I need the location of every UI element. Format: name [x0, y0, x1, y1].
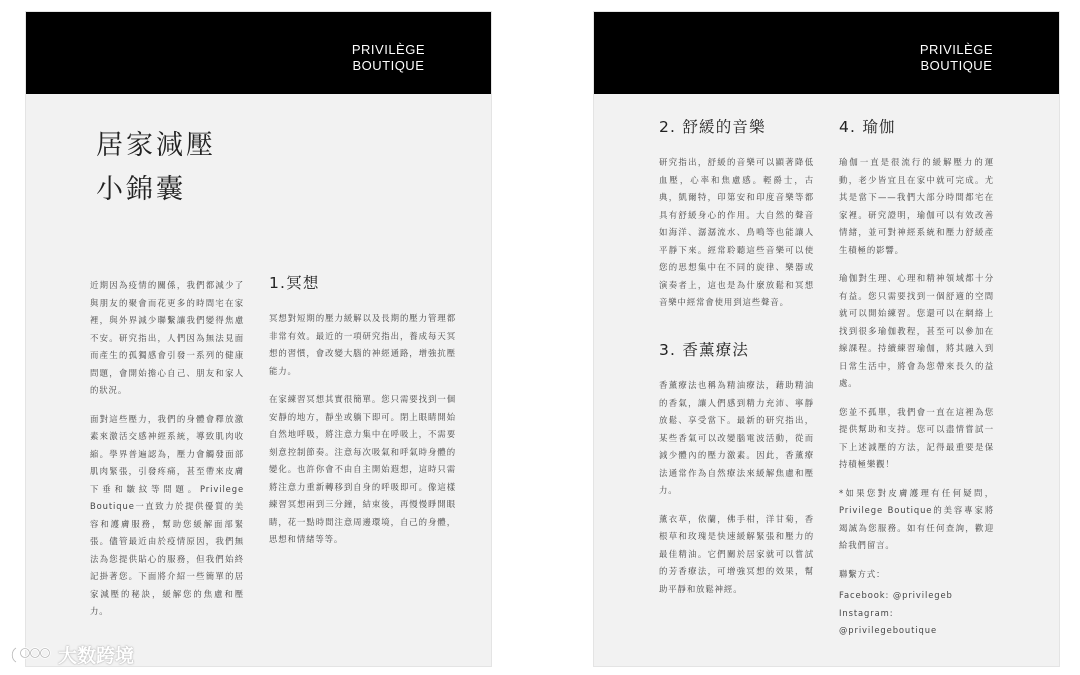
brand-line-1: PRIVILÈGE [919, 42, 993, 57]
facebook-handle: Facebook: @privilegeb [839, 590, 953, 600]
section-yoga [839, 116, 994, 640]
brochure-page-left [26, 12, 491, 666]
section-music [659, 116, 814, 323]
section-title-aromatherapy: 3. 香薰療法 [659, 341, 750, 359]
watermark-logo-icon [8, 643, 52, 667]
watermark-text: 大数跨境 [58, 645, 135, 667]
brand-line-2: BOUTIQUE [352, 58, 425, 73]
section-title-music: 2. 舒緩的音樂 [659, 118, 766, 136]
section-paragraph: 香薰療法也稱為精油療法，藉助精油的香氣，讓人們感到精力充沛、寧靜放鬆、享受當下。最新的研究指出，某些香氣可以改變腦電波活動，從而減少體內的壓力激素。因此，香薰療法通常作為自然療法來緩解焦慮和壓力。 [659, 380, 814, 495]
section-paragraph: 研究指出，舒緩的音樂可以顯著降低血壓，心率和焦慮感。輕爵士，古典，凱爾特，印第安和印度音樂等都具有舒緩身心的作用。大自然的聲音如海洋、潺潺流水、鳥鳴等也能讓人平靜下來。經常聆聽這些音樂可以使您的思想集中在不同的旋律、樂器或演奏者上，這也是為什麼放鬆和冥想音樂中經常會使用到這些聲音。 [659, 157, 814, 307]
page-header-bar [594, 12, 1059, 94]
page-title-line-2: 小錦囊 [96, 174, 186, 205]
section-title-meditation: 1.冥想 [269, 274, 320, 292]
page-title [96, 124, 216, 212]
contact-info [839, 566, 994, 640]
intro-column [90, 277, 244, 632]
brand-line-1: PRIVILÈGE [351, 42, 425, 57]
brand-logo [920, 42, 993, 74]
contact-label: 聯繫方式： [839, 568, 886, 579]
section-meditation [269, 272, 456, 560]
section-paragraph: *如果您對皮膚護理有任何疑問，Privilege Boutique的美容專家將竭誠為您服務。如有任何查詢，歡迎給我們留言。 [839, 487, 994, 550]
section-title-yoga: 4. 瑜伽 [839, 118, 896, 136]
watermark [8, 641, 134, 668]
section-paragraph: 薰衣草，依蘭，佛手柑，洋甘菊，香根草和玫瑰是快速緩解緊張和壓力的最佳精油。它們關於居家就可以嘗試的芳香療法，可增強冥想的效果，幫助平靜和放鬆神經。 [659, 513, 814, 594]
intro-paragraph: 面對這些壓力，我們的身體會釋放激素來激活交感神經系統，導致肌肉收縮。學界普遍認為，壓力會觸發面部肌肉緊張，引發疼痛，甚至帶來皮膚下垂和皺紋等問題。Privilege Boutique一直致力於提供優質的美容和護膚服務，幫助您緩解面部緊張。儘管最近由於疫情原因，我們無法為您提供貼心的服務，但我們始終記掛著您。下面將介紹一些簡單的居家減壓的秘訣，緩解您的焦慮和壓力。 [90, 413, 244, 616]
section-paragraph: 在家練習冥想其實很簡單。您只需要找到一個安靜的地方，靜坐或躺下即可。閉上眼睛開始自然地呼吸，將注意力集中在呼吸上，不需要刻意控制節奏。注意每次吸氣和呼氣時身體的變化。也許你會不由自主開始遐想，這時只需將注意力重新轉移到自身的呼吸即可。像這樣練習冥想兩到三分鐘，結束後，再慢慢睜開眼睛，花一點時間注意周邊環境，自己的身體，思想和情緒等等。 [269, 394, 456, 544]
brand-line-2: BOUTIQUE [920, 58, 993, 73]
section-paragraph: 冥想對短期的壓力緩解以及長期的壓力管理都非常有效。最近的一項研究指出，養成每天冥想的習慣，會改變大腦的神經通路，增強抗壓能力。 [269, 313, 456, 376]
brochure-page-right [594, 12, 1059, 666]
instagram-handle: Instagram: @privilegeboutique [839, 607, 938, 635]
section-paragraph: 瑜伽一直是很流行的緩解壓力的運動，老少皆宜且在家中就可完成。尤其是當下——我們大部分時間都宅在家裡。研究證明，瑜伽可以有效改善情緒，並可對神經系統和壓力舒緩產生積極的影響。 [839, 157, 994, 255]
brand-logo [352, 42, 425, 74]
section-aromatherapy [659, 339, 814, 609]
section-paragraph: 瑜伽對生理、心理和精神領域都十分有益。您只需要找到一個舒適的空間就可以開始練習。您還可以在網絡上找到很多瑜伽教程，甚至可以參加在線課程。持續練習瑜伽，將其融入到日常生活中，將會為您帶來長久的益處。 [839, 273, 994, 388]
section-paragraph: 您並不孤單，我們會一直在這裡為您提供幫助和支持。您可以盡情嘗試一下上述減壓的方法，記得最重要是保持積極樂觀！ [839, 406, 994, 469]
intro-paragraph: 近期因為疫情的關係，我們都減少了與朋友的聚會而花更多的時間宅在家裡，與外界減少聯繫讓我們變得焦慮不安。研究指出，人們因為無法見面而產生的孤獨感會引發一系列的健康問題，會開始擔心自己、朋友和家人的狀況。 [90, 280, 244, 395]
page-title-line-1: 居家減壓 [96, 130, 216, 161]
page-header-bar [26, 12, 491, 94]
